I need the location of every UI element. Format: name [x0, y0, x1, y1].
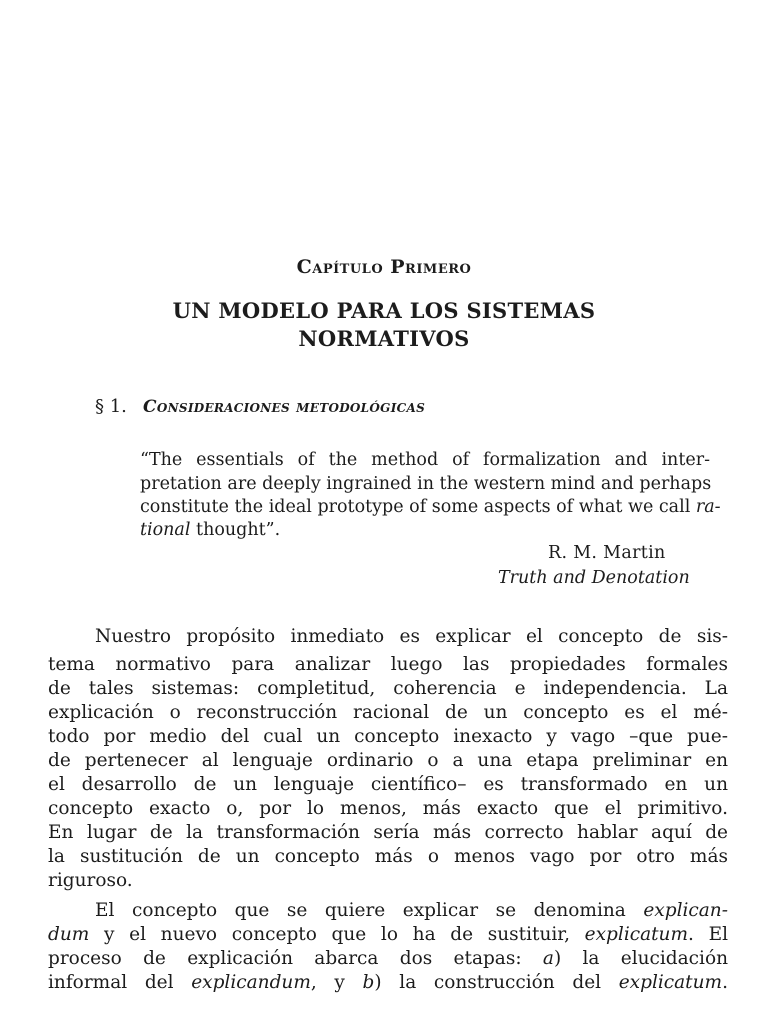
body-line: concepto exacto o, por lo menos, más exacto que el primitivo.	[48, 798, 728, 819]
epigraph-text: constitute the ideal prototype of some aspects of what we call	[140, 497, 691, 517]
body-text: proceso de explicación abarca dos etapas:	[48, 948, 522, 969]
section-heading	[95, 398, 425, 416]
body-line	[48, 926, 728, 945]
chapter-label: Capítulo Primero	[296, 256, 472, 278]
body-emphasis: explicandum	[191, 972, 311, 993]
body-text: . El	[688, 924, 728, 945]
epigraph-source: Truth and Denotation	[498, 568, 690, 588]
body-emphasis: explicatum	[584, 924, 689, 945]
section-number: § 1.	[95, 396, 127, 417]
body-line: explicación o reconstrucción racional de un concepto es el mé-	[48, 702, 728, 723]
body-text: , y	[310, 972, 345, 993]
body-line: Nuestro propósito inmediato es explicar el concepto de sis-	[95, 626, 728, 647]
body-text: ) la elucidación	[553, 948, 729, 969]
body-line	[48, 974, 728, 993]
body-line	[48, 950, 728, 969]
body-line: de tales sistemas: completitud, coherencia e independencia. La	[48, 678, 728, 699]
epigraph-line: pretation are deeply ingrained in the western mind and perhaps	[140, 474, 712, 494]
body-emphasis: explicatum	[618, 972, 723, 993]
body-line: todo por medio del cual un concepto inexacto y vago –que pue-	[48, 726, 728, 747]
body-text: y el nuevo concepto que lo ha de sustituir,	[104, 924, 570, 945]
epigraph-text: thought”.	[196, 520, 281, 540]
body-line: la sustitución de un concepto más o menos vago por otro más	[48, 846, 728, 867]
epigraph-line	[140, 522, 710, 540]
body-line: de pertenecer al lenguaje ordinario o a una etapa preliminar en	[48, 750, 728, 771]
body-emphasis: a	[542, 948, 554, 969]
epigraph-emphasis: tional	[140, 520, 191, 540]
body-emphasis: explican-	[643, 900, 728, 921]
body-line: riguroso.	[48, 870, 133, 891]
section-title: Consideraciones metodológicas	[143, 397, 426, 417]
body-text: El concepto que se quiere explicar se denomina	[95, 900, 626, 921]
body-text: informal del	[48, 972, 174, 993]
body-line: En lugar de la transformación sería más correcto hablar aquí de	[48, 822, 728, 843]
epigraph-line: “The essentials of the method of formalization and inter-	[140, 450, 710, 470]
epigraph-author: R. M. Martin	[548, 543, 666, 563]
chapter-title-line-1: UN MODELO PARA LOS SISTEMAS	[172, 298, 596, 323]
epigraph-line	[140, 497, 721, 517]
body-emphasis: dum	[48, 924, 90, 945]
chapter-title-line-2: NORMATIVOS	[298, 326, 470, 351]
epigraph-emphasis: ra-	[695, 497, 721, 517]
body-text: ) la construcción del	[374, 972, 602, 993]
body-emphasis: b	[362, 972, 375, 993]
body-line: el desarrollo de un lenguaje científico– es transformado en un	[48, 774, 728, 795]
body-line: tema normativo para analizar luego las propiedades formales	[48, 654, 728, 675]
body-text: .	[722, 972, 728, 993]
body-line	[95, 902, 728, 921]
